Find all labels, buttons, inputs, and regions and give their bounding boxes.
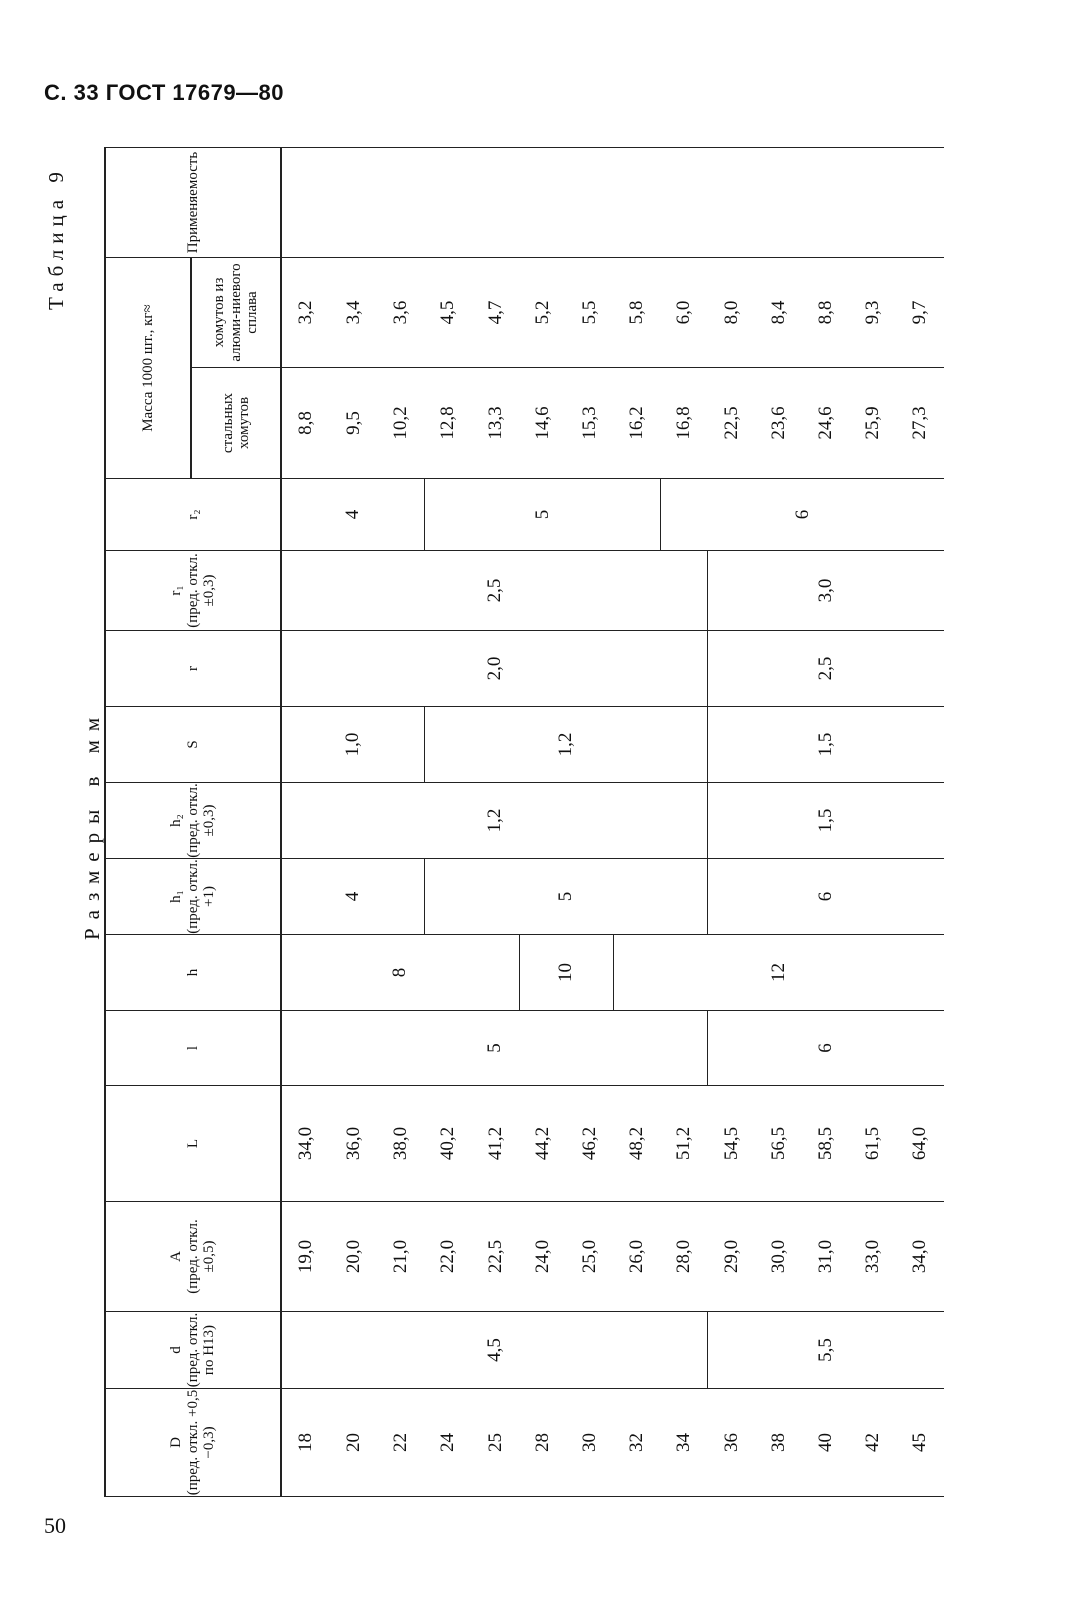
cell-l: 6 bbox=[708, 1011, 944, 1086]
header-l: l bbox=[105, 1011, 281, 1086]
header-A: A (пред. откл. ±0,5) bbox=[105, 1202, 281, 1312]
cell-D: 25 bbox=[472, 1389, 519, 1497]
cell-mass_alu: 4,5 bbox=[425, 258, 472, 368]
cell-L: 44,2 bbox=[519, 1086, 566, 1202]
header-applicability: Применяемость bbox=[105, 148, 281, 258]
cell-L: 58,5 bbox=[802, 1086, 849, 1202]
cell-D: 22 bbox=[378, 1389, 425, 1497]
cell-h1: 6 bbox=[708, 859, 944, 935]
cell-L: 54,5 bbox=[708, 1086, 755, 1202]
cell-D: 42 bbox=[850, 1389, 897, 1497]
cell-mass_alu: 8,4 bbox=[755, 258, 802, 368]
cell-D: 28 bbox=[519, 1389, 566, 1497]
cell-D: 38 bbox=[755, 1389, 802, 1497]
cell-applicability bbox=[330, 148, 377, 258]
cell-mass_steel: 16,8 bbox=[661, 368, 708, 479]
cell-applicability bbox=[281, 148, 330, 258]
cell-mass_steel: 16,2 bbox=[614, 368, 661, 479]
cell-applicability bbox=[378, 148, 425, 258]
cell-mass_alu: 9,7 bbox=[897, 258, 944, 368]
cell-mass_steel: 15,3 bbox=[566, 368, 613, 479]
cell-mass_steel: 14,6 bbox=[519, 368, 566, 479]
cell-mass_steel: 9,5 bbox=[330, 368, 377, 479]
cell-L: 38,0 bbox=[378, 1086, 425, 1202]
cell-applicability bbox=[802, 148, 849, 258]
cell-l: 5 bbox=[281, 1011, 708, 1086]
cell-A: 26,0 bbox=[614, 1202, 661, 1312]
cell-r: 2,0 bbox=[281, 631, 708, 707]
cell-L: 34,0 bbox=[281, 1086, 330, 1202]
cell-A: 34,0 bbox=[897, 1202, 944, 1312]
header-r: r bbox=[105, 631, 281, 707]
cell-L: 61,5 bbox=[850, 1086, 897, 1202]
cell-L: 41,2 bbox=[472, 1086, 519, 1202]
header-h1: h₁ (пред. откл. +1) bbox=[105, 859, 281, 935]
cell-mass_alu: 5,8 bbox=[614, 258, 661, 368]
header-r1: r₁ (пред. откл. ±0,3) bbox=[105, 551, 281, 631]
cell-mass_steel: 8,8 bbox=[281, 368, 330, 479]
units-caption: Размеры в мм bbox=[80, 708, 104, 940]
cell-mass_alu: 8,8 bbox=[802, 258, 849, 368]
cell-d: 4,5 bbox=[281, 1312, 708, 1389]
table-grid bbox=[104, 147, 944, 1497]
cell-mass_steel: 22,5 bbox=[708, 368, 755, 479]
cell-A: 29,0 bbox=[708, 1202, 755, 1312]
cell-r1: 3,0 bbox=[708, 551, 944, 631]
cell-A: 21,0 bbox=[378, 1202, 425, 1312]
cell-mass_alu: 3,4 bbox=[330, 258, 377, 368]
cell-A: 19,0 bbox=[281, 1202, 330, 1312]
header-D: D (пред. откл. +0,5 −0,3) bbox=[105, 1389, 281, 1497]
cell-applicability bbox=[614, 148, 661, 258]
header-L: L bbox=[105, 1086, 281, 1202]
cell-h: 12 bbox=[614, 935, 944, 1011]
cell-applicability bbox=[566, 148, 613, 258]
cell-applicability bbox=[897, 148, 944, 258]
cell-applicability bbox=[755, 148, 802, 258]
cell-applicability bbox=[850, 148, 897, 258]
cell-mass_steel: 23,6 bbox=[755, 368, 802, 479]
cell-h: 8 bbox=[281, 935, 519, 1011]
cell-A: 31,0 bbox=[802, 1202, 849, 1312]
table-caption: Таблица 9 bbox=[44, 166, 68, 310]
header-mass: Масса 1000 шт., кг≈ bbox=[105, 258, 191, 479]
cell-S: 1,0 bbox=[281, 707, 425, 783]
cell-A: 30,0 bbox=[755, 1202, 802, 1312]
cell-A: 24,0 bbox=[519, 1202, 566, 1312]
cell-r2: 4 bbox=[281, 479, 425, 551]
cell-h1: 4 bbox=[281, 859, 425, 935]
cell-mass_steel: 27,3 bbox=[897, 368, 944, 479]
cell-L: 56,5 bbox=[755, 1086, 802, 1202]
cell-r1: 2,5 bbox=[281, 551, 708, 631]
cell-r2: 6 bbox=[661, 479, 944, 551]
header-r2: r₂ bbox=[105, 479, 281, 551]
header-h2: h₂ (пред. откл. ±0,3) bbox=[105, 783, 281, 859]
cell-L: 48,2 bbox=[614, 1086, 661, 1202]
cell-mass_alu: 3,2 bbox=[281, 258, 330, 368]
cell-mass_steel: 10,2 bbox=[378, 368, 425, 479]
cell-mass_steel: 25,9 bbox=[850, 368, 897, 479]
cell-applicability bbox=[472, 148, 519, 258]
data-table bbox=[104, 148, 944, 1497]
table-row bbox=[281, 148, 330, 1497]
cell-mass_alu: 6,0 bbox=[661, 258, 708, 368]
cell-D: 40 bbox=[802, 1389, 849, 1497]
cell-D: 18 bbox=[281, 1389, 330, 1497]
cell-D: 36 bbox=[708, 1389, 755, 1497]
cell-d: 5,5 bbox=[708, 1312, 944, 1389]
cell-A: 20,0 bbox=[330, 1202, 377, 1312]
cell-r: 2,5 bbox=[708, 631, 944, 707]
cell-mass_steel: 13,3 bbox=[472, 368, 519, 479]
cell-mass_alu: 3,6 bbox=[378, 258, 425, 368]
cell-D: 32 bbox=[614, 1389, 661, 1497]
cell-L: 46,2 bbox=[566, 1086, 613, 1202]
header-d: d (пред. откл. по H13) bbox=[105, 1312, 281, 1389]
cell-mass_steel: 12,8 bbox=[425, 368, 472, 479]
cell-h2: 1,2 bbox=[281, 783, 708, 859]
cell-A: 28,0 bbox=[661, 1202, 708, 1312]
cell-mass_steel: 24,6 bbox=[802, 368, 849, 479]
cell-mass_alu: 8,0 bbox=[708, 258, 755, 368]
page-header: С. 33 ГОСТ 17679—80 bbox=[44, 80, 285, 105]
cell-A: 33,0 bbox=[850, 1202, 897, 1312]
cell-mass_alu: 5,5 bbox=[566, 258, 613, 368]
cell-A: 25,0 bbox=[566, 1202, 613, 1312]
cell-D: 20 bbox=[330, 1389, 377, 1497]
cell-D: 34 bbox=[661, 1389, 708, 1497]
cell-A: 22,0 bbox=[425, 1202, 472, 1312]
cell-h1: 5 bbox=[425, 859, 708, 935]
cell-D: 24 bbox=[425, 1389, 472, 1497]
header-S: S bbox=[105, 707, 281, 783]
cell-D: 45 bbox=[897, 1389, 944, 1497]
page-number: 50 bbox=[44, 1513, 66, 1538]
cell-mass_alu: 5,2 bbox=[519, 258, 566, 368]
cell-h2: 1,5 bbox=[708, 783, 944, 859]
cell-S: 1,5 bbox=[708, 707, 944, 783]
cell-D: 30 bbox=[566, 1389, 613, 1497]
cell-h: 10 bbox=[519, 935, 613, 1011]
cell-L: 64,0 bbox=[897, 1086, 944, 1202]
cell-r2: 5 bbox=[425, 479, 661, 551]
cell-A: 22,5 bbox=[472, 1202, 519, 1312]
cell-S: 1,2 bbox=[425, 707, 708, 783]
cell-L: 51,2 bbox=[661, 1086, 708, 1202]
cell-L: 36,0 bbox=[330, 1086, 377, 1202]
cell-mass_alu: 4,7 bbox=[472, 258, 519, 368]
cell-applicability bbox=[425, 148, 472, 258]
cell-applicability bbox=[519, 148, 566, 258]
cell-mass_alu: 9,3 bbox=[850, 258, 897, 368]
header-mass-alu: хомутов из алюми-ниевого сплава bbox=[191, 258, 281, 368]
cell-L: 40,2 bbox=[425, 1086, 472, 1202]
header-mass-steel: стальных хомутов bbox=[191, 368, 281, 479]
header-h: h bbox=[105, 935, 281, 1011]
cell-applicability bbox=[708, 148, 755, 258]
table-row bbox=[708, 148, 755, 1497]
cell-applicability bbox=[661, 148, 708, 258]
